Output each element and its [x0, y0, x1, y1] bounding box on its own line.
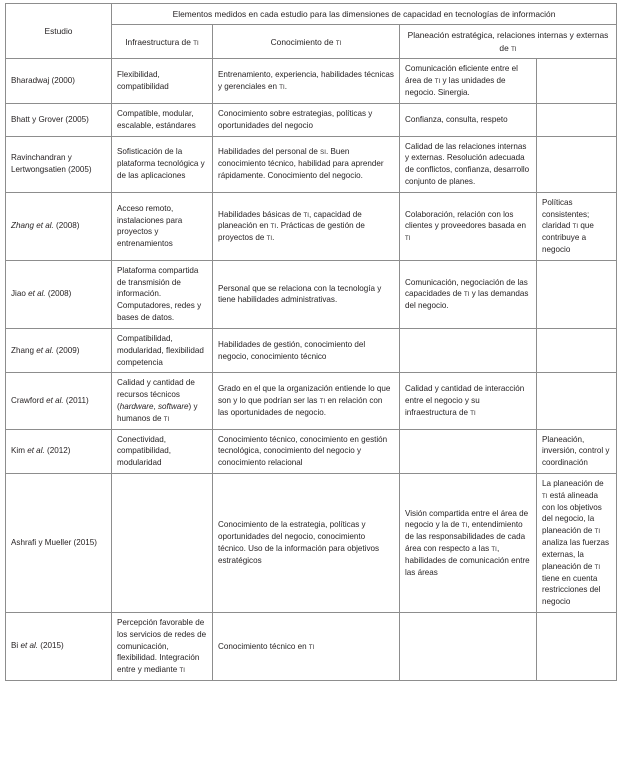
table-row — [6, 59, 617, 103]
cell-extra — [537, 373, 617, 429]
cell-extra — [537, 136, 617, 192]
table-row — [6, 373, 617, 429]
cell-extra: Planeación, inversión, control y coordinación — [537, 429, 617, 473]
cell-study: Zhang et al. (2008) — [6, 192, 112, 260]
cell-conocimiento: Conocimiento técnico, conocimiento en gestión tecnológica, conocimiento del negocio y conocimiento relacional — [213, 429, 400, 473]
cell-planeacion — [400, 612, 537, 680]
cell-extra — [537, 328, 617, 372]
cell-study: Kim et al. (2012) — [6, 429, 112, 473]
cell-study: Bhatt y Grover (2005) — [6, 103, 112, 136]
cell-extra: Políticas consistentes; claridad ti que contribuye a negocio — [537, 192, 617, 260]
table-row — [6, 474, 617, 613]
table-row — [6, 328, 617, 372]
cell-planeacion: Confianza, consulta, respeto — [400, 103, 537, 136]
cell-conocimiento: Conocimiento técnico en ti — [213, 612, 400, 680]
header-row-group — [6, 4, 617, 25]
cell-infraestructura: Calidad y cantidad de recursos técnicos (hardware, software) y humanos de ti — [112, 373, 213, 429]
header-plan-text: Planeación estratégica, relaciones internas y externas de ti — [407, 30, 609, 53]
cell-conocimiento: Conocimiento de la estrategia, políticas y oportunidades del negocio, conocimiento técnico. Uso de la información para objetivos estratégicos — [213, 474, 400, 613]
cell-planeacion: Calidad de las relaciones internas y externas. Resolución adecuada de conflictos, confianza, desarrollo conjunto de planes. — [400, 136, 537, 192]
cell-extra — [537, 612, 617, 680]
column-header-group: Elementos medidos en cada estudio para las dimensiones de capacidad en tecnologías de información — [112, 4, 617, 25]
cell-conocimiento: Habilidades básicas de ti, capacidad de planeación en ti. Prácticas de gestión de proyectos de ti. — [213, 192, 400, 260]
column-header-infraestructura — [112, 25, 213, 59]
cell-planeacion: Visión compartida entre el área de negocio y la de ti, entendimiento de las responsabilidades de cada área con respecto a las ti, habilidades de comunicación entre las áreas — [400, 474, 537, 613]
cell-infraestructura: Percepción favorable de los servicios de redes de comunicación, flexibilidad. Integración entre y mediante ti — [112, 612, 213, 680]
table-row — [6, 260, 617, 328]
table-row — [6, 192, 617, 260]
cell-planeacion: Comunicación, negociación de las capacidades de ti y las demandas del negocio. — [400, 260, 537, 328]
header-conoc-text: Conocimiento de ti — [270, 36, 342, 47]
cell-study: Ravinchandran y Lertwongsatien (2005) — [6, 136, 112, 192]
cell-planeacion: Colaboración, relación con los clientes y proveedores basada en ti — [400, 192, 537, 260]
cell-extra — [537, 59, 617, 103]
cell-infraestructura: Compatible, modular, escalable, estándares — [112, 103, 213, 136]
table-body — [6, 59, 617, 681]
cell-study: Crawford et al. (2011) — [6, 373, 112, 429]
cell-conocimiento: Conocimiento sobre estrategias, políticas y oportunidades del negocio — [213, 103, 400, 136]
column-header-conocimiento — [213, 25, 400, 59]
column-header-estudio: Estudio — [6, 4, 112, 59]
cell-study: Bharadwaj (2000) — [6, 59, 112, 103]
cell-planeacion — [400, 429, 537, 473]
cell-conocimiento: Personal que se relaciona con la tecnología y tiene habilidades administrativas. — [213, 260, 400, 328]
cell-conocimiento: Grado en el que la organización entiende lo que son y lo que podrían ser las ti en relación con las oportunidades de negocio. — [213, 373, 400, 429]
table-row — [6, 612, 617, 680]
cell-infraestructura — [112, 474, 213, 613]
it-capability-studies-table — [5, 3, 617, 681]
cell-conocimiento: Habilidades de gestión, conocimiento del negocio, conocimiento técnico — [213, 328, 400, 372]
cell-planeacion: Comunicación eficiente entre el área de ti y las unidades de negocio. Sinergia. — [400, 59, 537, 103]
cell-study: Zhang et al. (2009) — [6, 328, 112, 372]
cell-extra — [537, 103, 617, 136]
cell-infraestructura: Plataforma compartida de transmisión de información. Computadores, redes y bases de datos. — [112, 260, 213, 328]
cell-infraestructura: Compatibilidad, modularidad, flexibilidad competencia — [112, 328, 213, 372]
table-row — [6, 429, 617, 473]
cell-infraestructura: Flexibilidad, compatibilidad — [112, 59, 213, 103]
cell-study: Ashrafi y Mueller (2015) — [6, 474, 112, 613]
cell-planeacion — [400, 328, 537, 372]
cell-conocimiento: Entrenamiento, experiencia, habilidades técnicas y gerenciales en ti. — [213, 59, 400, 103]
cell-extra — [537, 260, 617, 328]
cell-study: Jiao et al. (2008) — [6, 260, 112, 328]
table-row — [6, 103, 617, 136]
cell-extra: La planeación de ti está alineada con los objetivos del negocio, la planeación de ti analiza las fuerzas externas, la planeación de ti tiene en cuenta restricciones del negocio — [537, 474, 617, 613]
cell-infraestructura: Sofisticación de la plataforma tecnológica y de las aplicaciones — [112, 136, 213, 192]
cell-study: Bi et al. (2015) — [6, 612, 112, 680]
table-header — [6, 4, 617, 59]
cell-conocimiento: Habilidades del personal de si. Buen conocimiento técnico, habilidad para aprender rápidamente. Conocimiento del negocio. — [213, 136, 400, 192]
cell-planeacion: Calidad y cantidad de interacción entre el negocio y su infraestructura de ti — [400, 373, 537, 429]
cell-infraestructura: Conectividad, compatibilidad, modularidad — [112, 429, 213, 473]
column-header-planeacion — [400, 25, 617, 59]
cell-infraestructura: Acceso remoto, instalaciones para proyectos y entrenamientos — [112, 192, 213, 260]
header-infra-text: Infraestructura de ti — [125, 36, 199, 47]
table-row — [6, 136, 617, 192]
